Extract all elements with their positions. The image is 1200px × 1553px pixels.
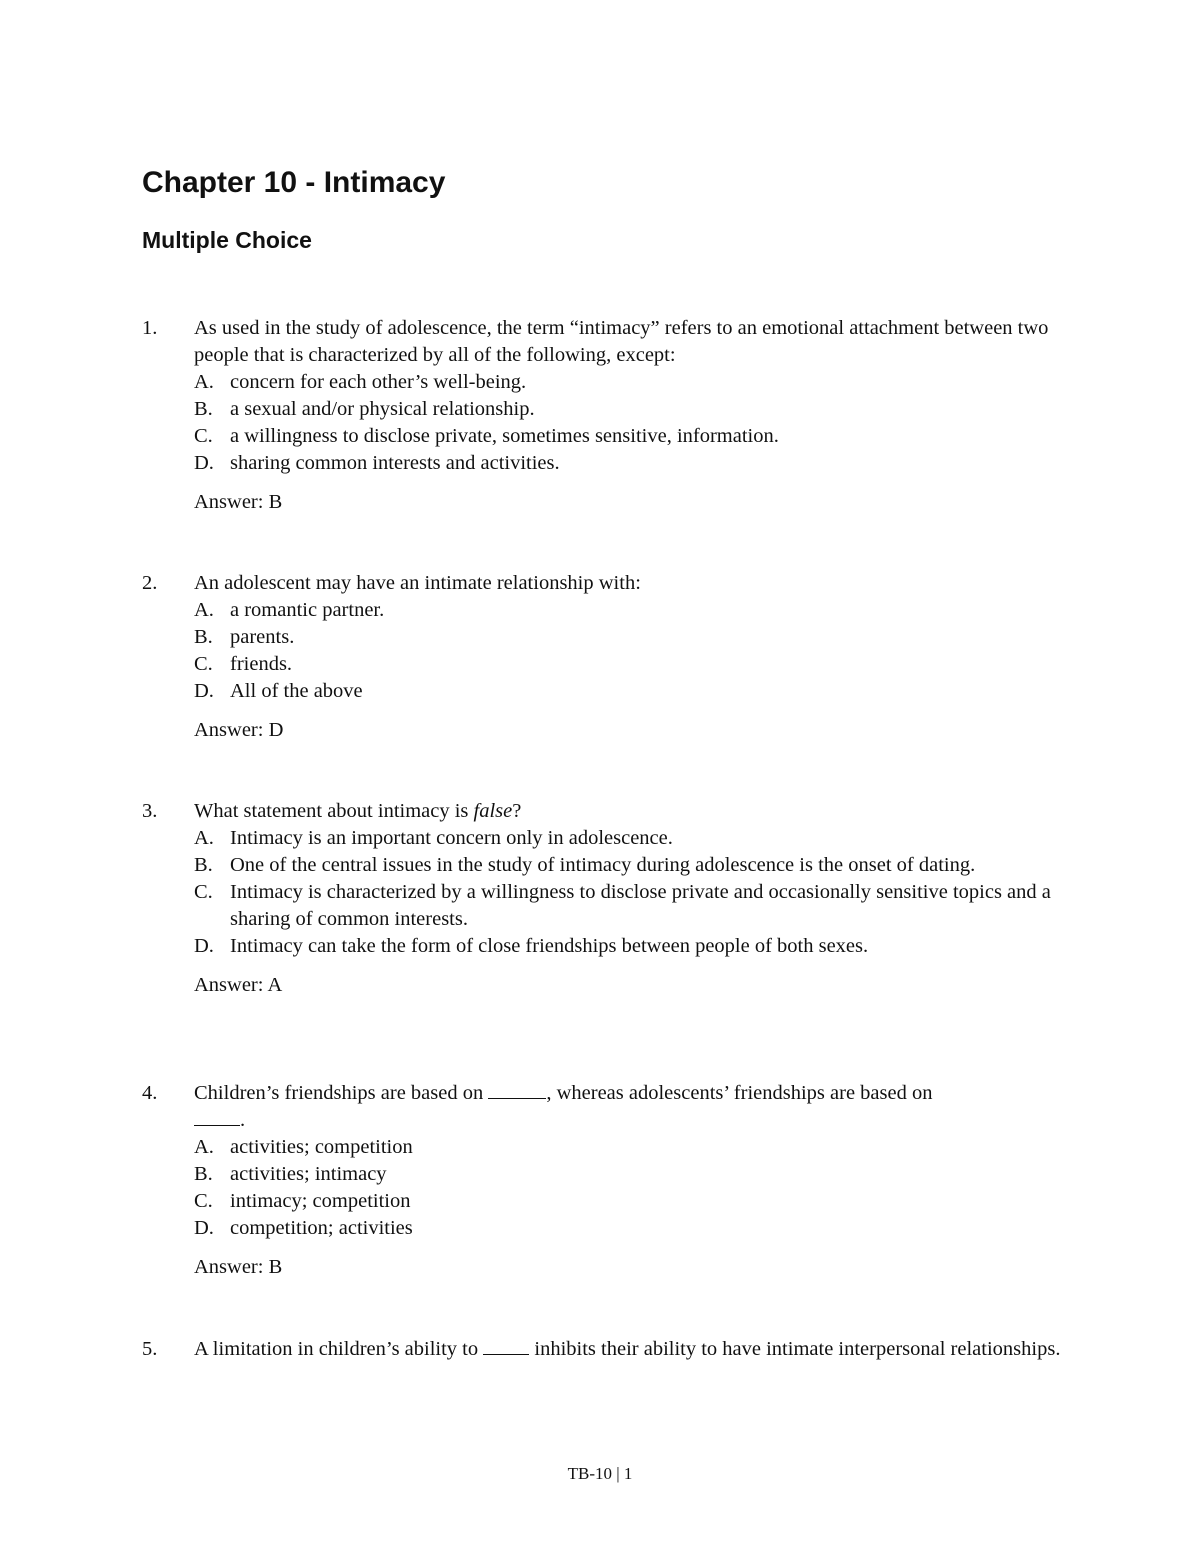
answer-key: Answer: A <box>194 974 283 996</box>
option-text: Intimacy is characterized by a willingness to disclose private and occasionally sensitive topics and a sharing of common interests. <box>230 881 1051 930</box>
answer-option <box>194 1188 1062 1215</box>
option-letter: B. <box>194 626 213 648</box>
option-text: activities; intimacy <box>230 1163 387 1185</box>
answer-key: Answer: B <box>194 1256 283 1278</box>
stem-text: A limitation in children’s ability to <box>194 1338 484 1360</box>
answer-option <box>194 933 1062 960</box>
option-text: intimacy; competition <box>230 1190 411 1212</box>
fill-in-blank <box>194 1107 240 1126</box>
option-text: All of the above <box>230 680 363 702</box>
section-title: Multiple Choice <box>142 227 312 253</box>
question-number: 5. <box>142 1338 158 1360</box>
question-stem <box>194 798 1062 825</box>
answer-key: Answer: B <box>194 491 283 513</box>
option-letter: B. <box>194 398 213 420</box>
answer-option <box>194 369 1062 396</box>
answer-option <box>194 879 1062 933</box>
question-number: 2. <box>142 572 158 594</box>
stem-text: What statement about intimacy is <box>194 800 474 822</box>
option-text: activities; competition <box>230 1136 413 1158</box>
stem-text: , whereas adolescents’ friendships are based on <box>546 1082 933 1104</box>
option-letter: A. <box>194 1136 214 1158</box>
option-text: concern for each other’s well-being. <box>230 371 527 393</box>
stem-text: . <box>240 1109 246 1131</box>
option-text: sharing common interests and activities. <box>230 452 560 474</box>
chapter-title: Chapter 10 - Intimacy <box>142 166 446 199</box>
option-letter: C. <box>194 425 213 447</box>
page-footer: TB-10 | 1 <box>567 1464 633 1483</box>
option-letter: D. <box>194 680 214 702</box>
question-4 <box>142 1080 1062 1281</box>
option-letter: D. <box>194 1217 214 1239</box>
stem-text: ? <box>512 800 522 822</box>
stem-emphasis: false <box>473 800 513 822</box>
option-letter: D. <box>194 452 214 474</box>
option-text: parents. <box>230 626 295 648</box>
option-text: Intimacy can take the form of close friendships between people of both sexes. <box>230 935 869 957</box>
option-letter: A. <box>194 599 214 621</box>
answer-option <box>194 852 1062 879</box>
question-stem: An adolescent may have an intimate relationship with: <box>194 572 641 594</box>
answer-option <box>194 651 1062 678</box>
option-letter: B. <box>194 854 213 876</box>
option-text: a sexual and/or physical relationship. <box>230 398 535 420</box>
option-letter: C. <box>194 1190 213 1212</box>
option-letter: B. <box>194 1163 213 1185</box>
stem-text: inhibits their ability to have intimate interpersonal relationships. <box>529 1338 1061 1360</box>
question-stem: As used in the study of adolescence, the term “intimacy” refers to an emotional attachment between two people that is characterized by all of the following, except: <box>194 317 1049 366</box>
answer-option <box>194 396 1062 423</box>
answer-option <box>194 678 1062 705</box>
option-letter: A. <box>194 827 214 849</box>
option-letter: C. <box>194 881 213 903</box>
answer-option <box>194 624 1062 651</box>
question-3 <box>142 798 1062 999</box>
fill-in-blank <box>483 1336 529 1355</box>
option-text: friends. <box>230 653 293 675</box>
stem-text: Children’s friendships are based on <box>194 1082 489 1104</box>
option-text: a willingness to disclose private, sometimes sensitive, information. <box>230 425 779 447</box>
question-number: 1. <box>142 317 158 339</box>
option-text: competition; activities <box>230 1217 413 1239</box>
option-letter: D. <box>194 935 214 957</box>
option-text: One of the central issues in the study of intimacy during adolescence is the onset of dating. <box>230 854 976 876</box>
answer-option <box>194 423 1062 450</box>
question-stem <box>194 1080 1062 1134</box>
question-1 <box>142 315 1062 516</box>
answer-option <box>194 1215 1062 1242</box>
answer-option <box>194 1134 1062 1161</box>
answer-option <box>194 597 1062 624</box>
question-stem <box>194 1336 1062 1363</box>
question-2 <box>142 570 1062 744</box>
option-letter: C. <box>194 653 213 675</box>
answer-option <box>194 825 1062 852</box>
question-number: 4. <box>142 1082 158 1104</box>
question-5 <box>142 1336 1062 1363</box>
option-text: a romantic partner. <box>230 599 385 621</box>
fill-in-blank <box>488 1080 546 1099</box>
question-number: 3. <box>142 800 158 822</box>
option-letter: A. <box>194 371 214 393</box>
answer-key: Answer: D <box>194 719 284 741</box>
answer-option <box>194 450 1062 477</box>
option-text: Intimacy is an important concern only in adolescence. <box>230 827 673 849</box>
answer-option <box>194 1161 1062 1188</box>
